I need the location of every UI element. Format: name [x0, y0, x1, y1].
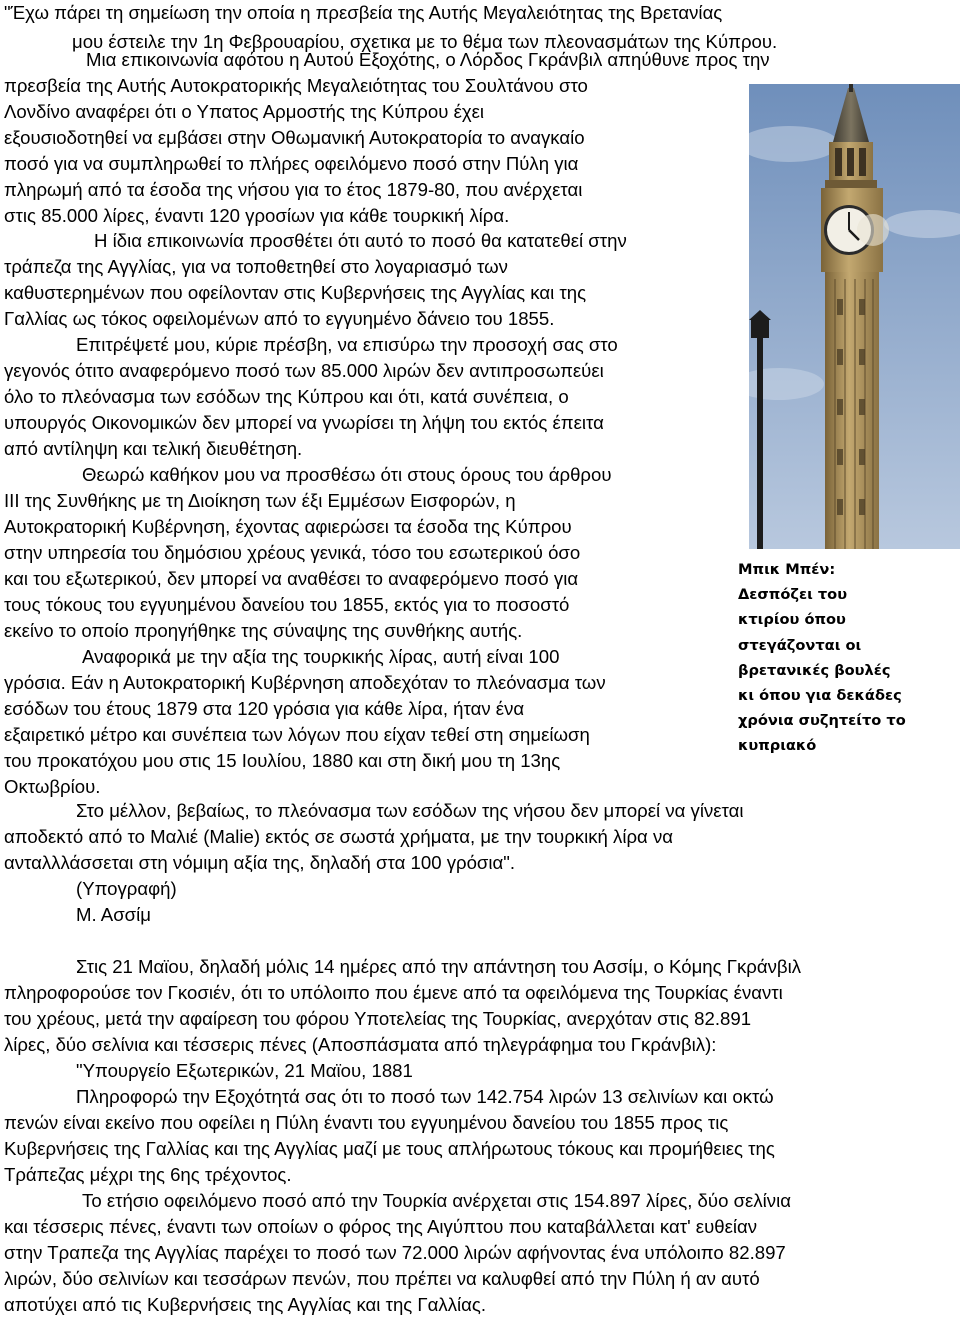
text-line: του χρέους, μετά την αφαίρεση του φόρου Υποτελείας της Τουρκίας, ανερχόταν στις 82.891 — [4, 1008, 752, 1029]
text-line: Η ίδια επικοινωνία προσθέτει ότι αυτό το ποσό θα κατατεθεί στην — [94, 230, 627, 251]
text-line: του προκατόχου μου στις 15 Ιουλίου, 1880 και στη δική μου τη 13ης — [4, 750, 561, 771]
text-line: Γαλλίας ως τόκος οφειλομένων από το εγγυημένο δάνειο του 1855. — [4, 308, 555, 329]
text-line: λιρών, δύο σελινίων και τεσσάρων πενών, που πρέπει να καλυφθεί από την Πύλη ή αν αυτό — [4, 1268, 760, 1289]
text-line: Στις 21 Μαϊου, δηλαδή μόλις 14 ημέρες από την απάντηση του Ασσίμ, ο Κόμης Γκράνβιλ — [76, 956, 802, 977]
text-line: πληροφορούσε τον Γκοσιέν, ότι το υπόλοιπο που έμενε από τα οφειλόμενα της Τουρκίας έναντι — [4, 982, 783, 1003]
text-line: Το ετήσιο οφειλόμενο ποσό από την Τουρκία ανέρχεται στις 154.897 λίρες, δύο σελίνια — [82, 1190, 791, 1211]
caption-line: χρόνια συζητείτο το — [738, 712, 906, 730]
text-line: και τέσσερις πένες, έναντι των οποίων ο φόρος της Αιγύπτου που καταβάλλεται κατ' ευθείαν — [4, 1216, 758, 1237]
text-line: Τράπεζας μέχρι της 6ης τρέχοντος. — [4, 1164, 292, 1185]
caption-line: Δεσπόζει του — [738, 586, 848, 604]
caption-line: στεγάζονται οι — [738, 636, 862, 654]
text-line: αποτύχει από τις Κυβερνήσεις της Αγγλίας και της Γαλλίας. — [4, 1294, 487, 1315]
text-line: Πληροφορώ την Εξοχότητά σας ότι το ποσό των 142.754 λιρών 13 σελινίων και οκτώ — [76, 1086, 774, 1107]
text-line: πληρωμή από τα έσοδα της νήσου για το έτος 1879-80, που ανέρχεται — [4, 179, 583, 200]
text-line: Κυβερνήσεις της Γαλλίας και της Αγγλίας μαζί με τους απλήρωτους τόκους και προμήθειες της — [4, 1138, 775, 1159]
text-line: τράπεζα της Αγγλίας, για να τοποθετηθεί στο λογαριασμό των — [4, 256, 508, 277]
text-line: λίρες, δύο σελίνια και τέσσερις πένες (Αποσπάσματα από τηλεγράφημα του Γκράνβιλ): — [4, 1034, 717, 1055]
text-line: καθυστερημένων που οφείλονταν στις Κυβερνήσεις της Αγγλίας και της — [4, 282, 587, 303]
big-ben-clock-tower-icon — [749, 84, 960, 549]
text-line: Αναφορικά με την αξία της τουρκικής λίρας, αυτή είναι 100 — [82, 646, 560, 667]
text-line: εκείνο το οποίο προηγήθηκε της σύναψης της συνθήκης αυτής. — [4, 620, 523, 641]
text-line: ποσό για να συμπληρωθεί το πλήρες οφειλόμενο ποσό στην Πύλη για — [4, 153, 579, 174]
text-line: εσόδων του έτους 1879 στα 120 γρόσια για κάθε λίρα, ήταν ένα — [4, 698, 525, 719]
text-line: πρεσβεία της Αυτής Αυτοκρατορικής Μεγαλειότητας του Σουλτάνου στο — [4, 75, 588, 96]
text-line: στις 85.000 λίρες, έναντι 120 γροσίων για κάθε τουρκική λίρα. — [4, 205, 510, 226]
caption-line: κι όπου για δεκάδες — [738, 687, 902, 705]
text-line: υπουργός Οικονομικών δεν μπορεί να γνωρίσει τη λήψη του εκτός έπειτα — [4, 412, 604, 433]
text-line: τους τόκους του εγγυημένου δανείου του 1855, εκτός για το ποσοστό — [4, 594, 570, 615]
text-line: από αντίληψη και τελική διευθέτηση. — [4, 438, 303, 459]
text-line: στην Τραπεζα της Αγγλίας παρέχει το ποσό των 72.000 λιρών αφήνοντας ένα υπόλοιπο 82.897 — [4, 1242, 786, 1263]
signatory-name: Μ. Ασσίμ — [76, 904, 151, 925]
text-line: ΙΙΙ της Συνθήκης με τη Διοίκηση των έξι Εμμέσων Εισφορών, η — [4, 490, 516, 511]
text-line: γεγονός ότιτο αναφερόμενο ποσό των 85.000 λιρών δεν αντιπροσωπεύει — [4, 360, 604, 381]
text-line: ανταλλλάσσεται στη νόμιμη αξία της, δηλαδή στα 100 γρόσια". — [4, 852, 516, 873]
text-line: Στο μέλλον, βεβαίως, το πλεόνασμα των εσόδων της νήσου δεν μπορεί να γίνεται — [76, 800, 744, 821]
text-line: Θεωρώ καθήκον μου να προσθέσω ότι στους όρους του άρθρου — [82, 464, 612, 485]
text-line: όλο το πλεόνασμα των εσόδων της Κύπρου και ότι, κατά συνέπεια, ο — [4, 386, 569, 407]
caption-line: κυπριακό — [738, 737, 817, 755]
text-line: αποδεκτό από το Μαλιέ (Malie) εκτός σε σωστά χρήματα, με την τουρκική λίρα να — [4, 826, 674, 847]
text-line: στην υπηρεσία του δημόσιου χρέους γενικά, τόσο του εσωτερικού όσο — [4, 542, 581, 563]
text-line: μου έστειλε την 1η Φεβρουαρίου, σχετικα με το θέμα των πλεονασμάτων της Κύπρου. — [72, 31, 778, 52]
text-line: Επιτρέψετέ μου, κύριε πρέσβη, να επισύρω την προσοχή σας στο — [76, 334, 618, 355]
caption-line: βρετανικές βουλές — [738, 661, 891, 679]
text-line: "Έχω πάρει τη σημείωση την οποία η πρεσβεία της Αυτής Μεγαλειότητας της Βρετανίας — [4, 2, 723, 23]
big-ben-photo — [749, 84, 960, 549]
caption-line: Μπικ Μπέν: — [738, 561, 836, 578]
text-line: Μια επικοινωνία αφότου η Αυτού Εξοχότης, ο Λόρδος Γκράνβιλ απηύθυνε προς την — [86, 49, 770, 70]
text-line: Οκτωβρίου. — [4, 776, 101, 797]
text-line: γρόσια. Εάν η Αυτοκρατορική Κυβέρνηση αποδεχόταν το πλεόνασμα των — [4, 672, 606, 693]
signature-label: (Υπογραφή) — [76, 878, 177, 899]
text-line: και του εξωτερικού, δεν μπορεί να αναθέσει το αναφερόμενο ποσό για — [4, 568, 579, 589]
text-line: εξαιρετικό μέτρο και συνέπεια των λόγων που είχαν τεθεί στη σημείωση — [4, 724, 590, 745]
text-line: πενών είναι εκείνο που οφείλει η Πύλη έναντι του εγγυημένου δανείου του 1855 προς τις — [4, 1112, 729, 1133]
text-line: Αυτοκρατορική Κυβέρνηση, έχοντας αφιερώσει τα έσοδα της Κύπρου — [4, 516, 572, 537]
text-line: Λονδίνο αναφέρει ότι ο Υπατος Αρμοστής της Κύπρου έχει — [4, 101, 485, 122]
photo-caption — [738, 557, 960, 759]
text-line: εξουσιοδοτηθεί να εμβάσει στην Οθωμανική Αυτοκρατορία το αναγκαίο — [4, 127, 585, 148]
text-line: "Υπουργείο Εξωτερικών, 21 Μαϊου, 1881 — [76, 1060, 413, 1081]
caption-line: κτιρίου όπου — [738, 611, 846, 629]
